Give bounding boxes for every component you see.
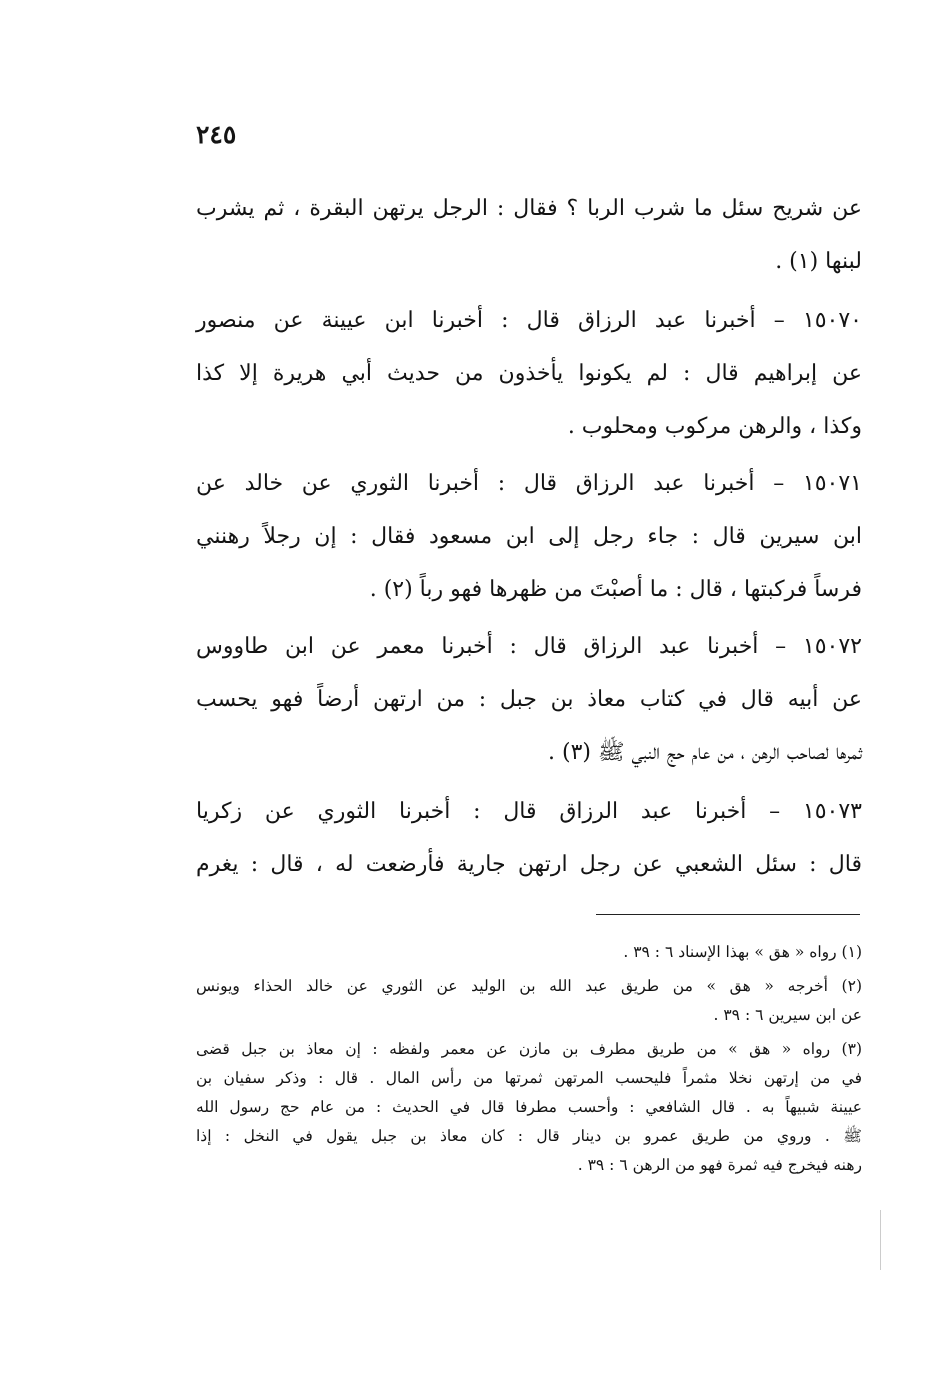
main-text bbox=[196, 182, 862, 288]
footnote-line: في من إرتهن نخلا مثمراً فليحسب المرتهن ثمرتها من رأس المال . قال : وذكر سفيان بن bbox=[196, 1069, 862, 1087]
hadith-15070 bbox=[196, 294, 862, 453]
footnote-2 bbox=[196, 972, 862, 1030]
footnote-divider bbox=[596, 914, 860, 915]
footnote-line: عن ابن سيرين ٦ : ٣٩ . bbox=[713, 1006, 862, 1024]
text-line: فرساً فركبتها ، قال : ما أصبْتَ من ظهرها فهو رباً (٢) . bbox=[369, 577, 862, 602]
footnote-3 bbox=[196, 1035, 862, 1180]
text-line: ١٥٠٧٣ – أخبرنا عبد الرزاق قال : أخبرنا الثوري عن زكريا bbox=[196, 799, 862, 824]
text-line: قال : سئل الشعبي عن رجل ارتهن جارية فأرضعت له ، قال : يغرم bbox=[196, 852, 862, 877]
text-line: عن شريح سئل ما شرب الربا ؟ فقال : الرجل يرتهن البقرة ، ثم يشرب bbox=[196, 196, 862, 221]
text-line: ابن سيرين قال : جاء رجل إلى ابن مسعود فقال : إن رجلاً رهنني bbox=[196, 524, 862, 549]
footnote-line: (٣) رواه « هق » من طريق مطرف بن مازن عن معمر ولفظه : إن معاذ بن جبل قضى bbox=[196, 1040, 862, 1058]
footnotes bbox=[196, 938, 862, 1180]
text-line: ثمرها لصاحب الرهن ، من عام حج النبي ﷺ (٣) . bbox=[547, 740, 862, 765]
scan-margin-line bbox=[880, 1210, 881, 1270]
footnote-line: (٢) أخرجه « هق » من طريق عبد الله بن الوليد عن الثوري عن خالد الحذاء ويونس bbox=[196, 977, 862, 995]
text-line: وكذا ، والرهن مركوب ومحلوب . bbox=[567, 414, 862, 439]
hadith-15073 bbox=[196, 785, 862, 891]
text-line: عن إبراهيم قال : لم يكونوا يأخذون من حديث أبي هريرة إلا كذا bbox=[196, 361, 862, 386]
hadith-15071 bbox=[196, 457, 862, 616]
text-line: لبنها (١) . bbox=[775, 249, 862, 274]
paragraph-intro bbox=[196, 182, 862, 288]
footnote-1 bbox=[196, 938, 862, 967]
footnote-line: ﷺ . وروي من طريق عمرو بن دينار قال : كان معاذ بن جبل يقول في النخل : إذا bbox=[196, 1127, 862, 1145]
text-line: ١٥٠٧٢ – أخبرنا عبد الرزاق قال : أخبرنا معمر عن ابن طاووس bbox=[196, 634, 862, 659]
footnote-line: (١) رواه « هق » بهذا الإسناد ٦ : ٣٩ . bbox=[623, 943, 862, 961]
hadith-15072 bbox=[196, 620, 862, 779]
footnote-line: عيينة شبيهاً به . قال الشافعي : وأحسب مطرفا قال في الحديث : من عام حج رسول الله bbox=[196, 1098, 862, 1116]
footnote-line: رهنه فيخرج فيه ثمرة فهو من الرهن ٦ : ٣٩ . bbox=[577, 1156, 862, 1174]
text-line: ١٥٠٧١ – أخبرنا عبد الرزاق قال : أخبرنا الثوري عن خالد عن bbox=[196, 471, 862, 496]
text-line: عن أبيه قال في كتاب معاذ بن جبل : من ارتهن أرضاً فهو يحسب bbox=[196, 687, 862, 712]
page-number: ٢٤٥ bbox=[196, 120, 237, 149]
text-line: ١٥٠٧٠ – أخبرنا عبد الرزاق قال : أخبرنا ابن عيينة عن منصور bbox=[196, 308, 862, 333]
